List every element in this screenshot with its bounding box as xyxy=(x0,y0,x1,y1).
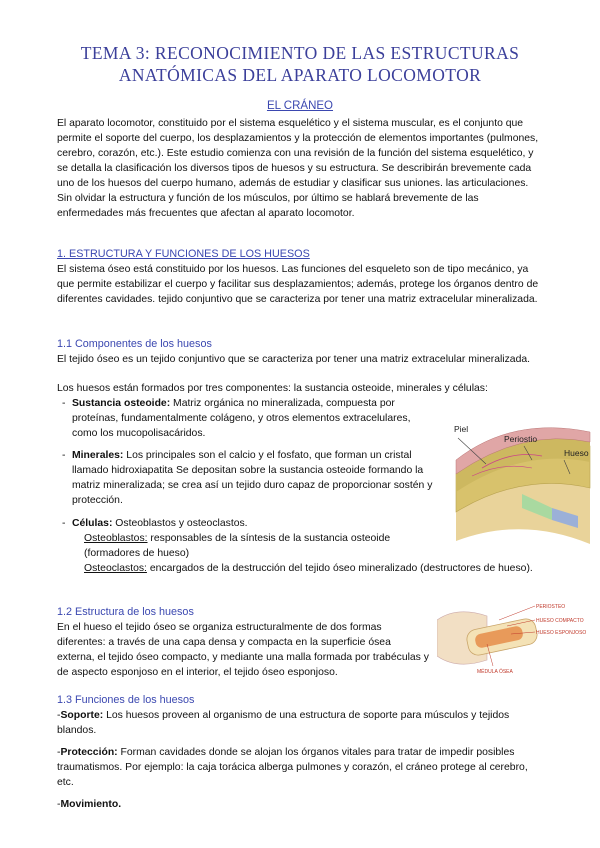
text-osteoblastos: responsables de la síntesis de la sustancia osteoide (formadores de hueso) xyxy=(84,533,391,559)
text-proteccion: Forman cavidades donde se alojan los órganos vitales para tratar de impedir posibles traumatismos. Por ejemplo: la caja torácica alberga pulmones y corazón, el cráneo protege al cerebro, etc. xyxy=(57,747,528,788)
function-movimiento xyxy=(57,797,544,812)
term-proteccion: Protección: xyxy=(60,747,118,758)
term-minerales: Minerales: xyxy=(72,450,124,461)
title-line-2: ANATÓMICAS DEL APARATO LOCOMOTOR xyxy=(118,65,482,85)
term-osteoblastos: Osteoblastos: xyxy=(84,533,148,544)
list-item-sustancia-osteoide xyxy=(62,396,422,441)
term-sustancia-osteoide: Sustancia osteoide: xyxy=(72,398,171,409)
bone-structure-illustration xyxy=(437,598,587,680)
dash-marker: - xyxy=(57,710,61,721)
dash-marker: - xyxy=(57,799,61,810)
title-line-1: TEMA 3: RECONOCIMIENTO DE LAS ESTRUCTURAS xyxy=(80,43,520,63)
heading-estructura-funciones: 1. ESTRUCTURA Y FUNCIONES DE LOS HUESOS xyxy=(57,248,310,260)
text-sustancia-osteoide: Matriz orgánica no mineralizada, compuesta por proteínas, fundamentalmente colágeno, y otros elementos extracelulares, como los mucopolisacáridos. xyxy=(72,398,411,439)
text-soporte: Los huesos proveen al organismo de una estructura de soporte para músculos y tejidos blandos. xyxy=(57,710,510,736)
function-soporte xyxy=(57,708,544,738)
section-heading-craneo: EL CRÁNEO xyxy=(266,100,334,112)
term-celulas: Células: xyxy=(72,518,113,529)
label-periosteo: PERIOSTEO xyxy=(536,604,566,610)
label-hueso: Hueso xyxy=(564,448,589,458)
text-celulas: Osteoblastos y osteoclastos. xyxy=(112,518,248,529)
list-item-minerales xyxy=(62,448,450,508)
intro-paragraph: El aparato locomotor, constituido por el sistema esquelético y el sistema muscular, es el conjunto que permite el soporte del cuerpo, los desplazamientos y la protección de elementos importantes (pulmones, cerebro, corazón, etc.). Este estudio comienza con una revisión de la función del sistema esquelético, y se detalla la clasificación los diversos tipos de huesos y su estructura. Se describirán brevemente cada uno de los huesos del cuerpo humano, además de estudiar y clasificar sus uniones. las articulaciones. Sin olvidar la estructura y función de los músculos, por último se hablará brevemente de las enfermedades más frecuentes que afectan al aparato locomotor. xyxy=(57,118,539,219)
paragraph-estructura-huesos: En el hueso el tejido óseo se organiza estructuralmente de dos formas diferentes: a través de una capa densa y compacta en la superficie ósea externa, el tejido óseo compacto, y mediante una malla formada por trabéculas y de aspecto esponjoso en el interior, el tejido óseo esponjoso. xyxy=(57,622,429,678)
term-soporte: Soporte: xyxy=(60,710,104,721)
list-item-celulas xyxy=(62,516,452,531)
label-periostio: Periostio xyxy=(504,434,538,444)
heading-estructura-huesos: 1.2 Estructura de los huesos xyxy=(57,606,194,618)
term-osteoclastos: Osteoclastos: xyxy=(84,563,147,574)
sub-item-osteoclastos xyxy=(84,561,544,576)
page-title xyxy=(40,42,560,86)
label-hueso-esponjoso: HUESO ESPONJOSO xyxy=(536,630,587,636)
sub-item-osteoblastos xyxy=(84,531,414,561)
paragraph-tejido-oseo: El tejido óseo es un tejido conjuntivo que se caracteriza por tener una matriz extracelular mineralizada. xyxy=(57,354,531,365)
text-minerales: Los principales son el calcio y el fosfato, que forman un cristal llamado hidroxiapatita Se depositan sobre la sustancia osteoide formando la matriz mineralizada; se crea así un tejido duro capaz de proporcionar sostén y protección. xyxy=(72,450,433,506)
paragraph-sistema-oseo: El sistema óseo está constituido por los huesos. Las funciones del esqueleto son de tipo mecánico, ya que permite estabilizar el cuerpo y facilitar sus desplazamientos; además, protege los órganos dentro de diferentes cavidades. tejido conjuntivo que se caracteriza por tener una matriz extracelular mineralizada. xyxy=(57,264,539,305)
bullet-dash: - xyxy=(62,518,66,529)
dash-marker: - xyxy=(57,747,61,758)
heading-funciones-huesos: 1.3 Funciones de los huesos xyxy=(57,694,195,706)
function-proteccion xyxy=(57,745,544,790)
label-piel: Piel xyxy=(454,424,469,434)
term-movimiento: Movimiento. xyxy=(60,799,122,810)
paragraph-tres-componentes: Los huesos están formados por tres componentes: la sustancia osteoide, minerales y células: xyxy=(57,383,488,394)
label-medula-osea: MÉDULA ÓSEA xyxy=(477,669,513,675)
bullet-dash: - xyxy=(62,398,66,409)
text-osteoclastos: encargados de la destrucción del tejido óseo mineralizado (destructores de hueso). xyxy=(146,563,533,574)
heading-componentes: 1.1 Componentes de los huesos xyxy=(57,338,212,350)
label-hueso-compacto: HUESO COMPACTO xyxy=(536,618,584,624)
label-leader-periosteo xyxy=(499,606,535,620)
bullet-dash: - xyxy=(62,450,66,461)
bone-layers-illustration xyxy=(452,416,592,546)
